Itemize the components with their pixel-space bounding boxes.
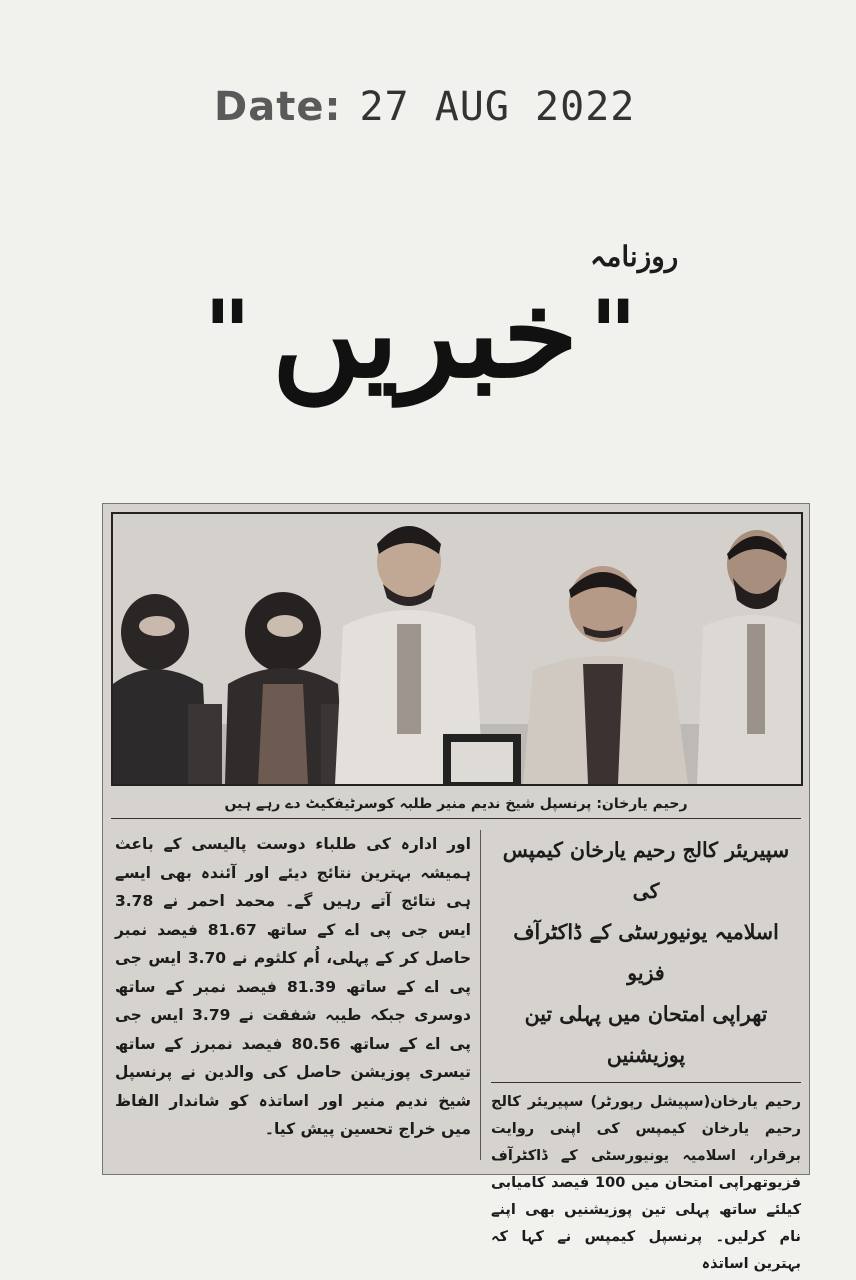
text-line: آتے رہیں گے۔ محمد احمر نے 3.78 ایس جی پی <box>115 892 471 939</box>
text-line: فیصد کامیابی کیلئے ساتھ پہلی تین پوزیشنیں بھی اپنے <box>491 1175 801 1218</box>
article-intro <box>491 1089 801 1278</box>
text-line: نے 3.79 ایس جی پی اے کے ساتھ 80.56 <box>115 1006 471 1053</box>
photo-caption: رحیم یارخان: پرنسپل شیخ ندیم منیر طلبہ کوسرٹیفکیٹ دے رہے ہیں <box>111 790 801 819</box>
article-left-column <box>115 830 471 1144</box>
masthead-title: خبریں <box>271 261 579 405</box>
date-stamp <box>214 84 635 130</box>
article-right-column <box>491 830 801 1278</box>
text-line: رحیم یارخان کیمپس کی اپنی روایت برقرار، اسلامیہ <box>491 1121 801 1164</box>
masthead-quote-open: " <box>204 280 251 386</box>
masthead-daily-label: روزنامہ <box>590 240 679 273</box>
date-stamp-label: Date: <box>214 84 342 130</box>
article-headline <box>491 830 801 1083</box>
text-line: 81.39 فیصد نمبر کے ساتھ دوسری جبکہ طیبہ شفقت <box>115 977 471 1024</box>
newspaper-masthead <box>190 240 750 430</box>
date-stamp-value: 27 AUG 2022 <box>359 84 636 130</box>
text-line: اُم کلثوم نے 3.70 ایس جی پی اے کے ساتھ <box>115 949 471 996</box>
text-line: رحیم یارخان(سپیشل رپورٹر) سپیریئر کالج <box>491 1094 801 1110</box>
column-divider <box>480 830 481 1160</box>
text-line: شاندار الفاظ میں خراج تحسین پیش کیا۔ <box>115 1091 471 1138</box>
text-line: والدین نے پرنسپل شیخ ندیم منیر اور اساتذہ کو <box>115 1063 471 1110</box>
news-photo <box>111 512 803 786</box>
article-continuation <box>115 830 471 1144</box>
text-line: اے کے ساتھ 81.67 فیصد نمبر حاصل کر کے پہلی، <box>115 920 471 967</box>
headline-line: اسلامیہ یونیورسٹی کے ڈاکٹرآف فزیو <box>513 920 779 985</box>
text-line: بہترین نتائج دیئے اور آئندہ بھی ایسے ہی نتائج <box>115 863 471 910</box>
certificate-frame <box>443 734 521 784</box>
text-line: یونیورسٹی کے ڈاکٹرآف فزیوتھراپی امتحان میں 100 <box>491 1148 801 1191</box>
text-line: نام کرلیں۔ پرنسپل کیمپس نے کہا کہ بہترین اساتذہ <box>491 1229 801 1272</box>
text-line: فیصد نمبرز کے ساتھ تیسری پوزیشن حاصل کی <box>115 1034 471 1081</box>
text-line: اور ادارہ کی طلباء دوست پالیسی کے باعث ہمیشہ <box>115 835 471 882</box>
group-photo-illustration <box>113 514 801 784</box>
newspaper-clipping <box>102 503 810 1272</box>
masthead-quote-close: " <box>590 280 637 386</box>
headline-line: تھراپی امتحان میں پہلی تین پوزیشنیں <box>524 1002 768 1067</box>
headline-line: سپیریئر کالج رحیم یارخان کیمپس کی <box>502 838 790 903</box>
